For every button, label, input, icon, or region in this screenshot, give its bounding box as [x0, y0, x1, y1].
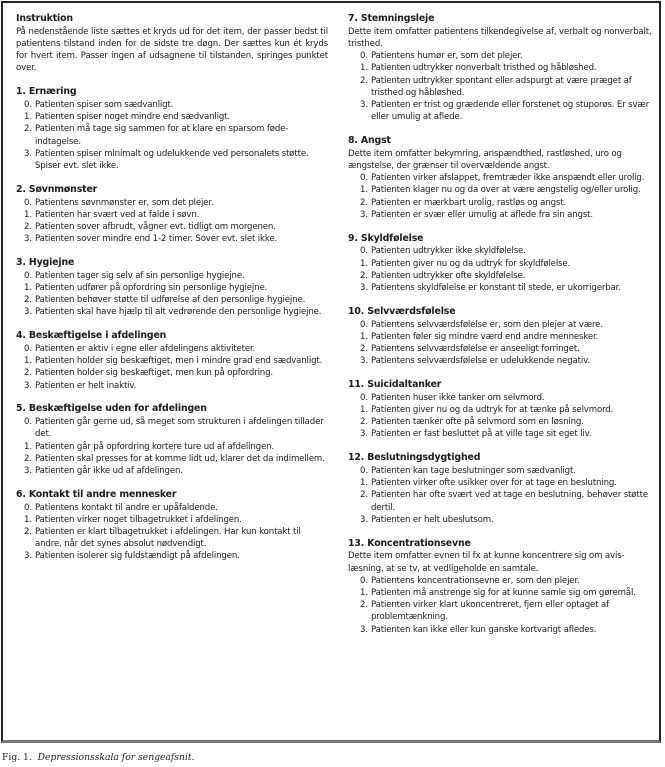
option-number: 2. [360, 197, 368, 208]
option-item [360, 477, 656, 489]
option-item [24, 99, 328, 111]
option-number: 0. [360, 51, 368, 62]
option-number: 0. [24, 417, 32, 428]
option-text: Patienten spiser minimalt og udelukkende ved personalets støtte. Spiser evt. slet ikke. [35, 148, 309, 172]
scale-item-section [348, 13, 656, 123]
option-number: 1. [360, 478, 368, 489]
option-item [360, 599, 656, 623]
figure-caption [2, 752, 195, 764]
section-title: 2. Søvnmønster [16, 183, 98, 195]
option-item [360, 587, 656, 599]
figure-label: Fig. 1. [2, 752, 32, 763]
option-number: 1. [24, 356, 32, 367]
option-number: 3. [24, 307, 32, 318]
option-item [360, 355, 656, 367]
section-description: Dette item omfatter evnen til fx at kunne koncentrere sig om avis-læsning, at se tv, at vedligeholde en samtale. [348, 551, 625, 574]
option-item [24, 550, 328, 562]
option-number: 1. [24, 209, 32, 220]
option-text: Patienten udfører på opfordring sin personlige hygiejne. [35, 283, 268, 294]
option-item [24, 416, 328, 440]
option-list [348, 392, 656, 441]
option-text: Patientens selvværdsfølelse er udelukkende negativ. [371, 356, 590, 367]
option-list [16, 270, 328, 319]
option-list [348, 319, 656, 368]
option-text: Patienten må tage sig sammen for at klare en sparsom føde-indtagelse. [35, 124, 289, 147]
option-number: 3. [360, 514, 368, 525]
option-text: Patienten går gerne ud, så meget som strukturen i afdelingen tillader det. [35, 417, 324, 440]
option-text: Patientens skyldfølelse er konstant til stede, er ukorrigerbar. [371, 283, 621, 294]
option-list [348, 245, 656, 294]
option-number: 3. [360, 624, 368, 635]
option-number: 1. [24, 283, 32, 294]
option-number: 1. [360, 588, 368, 599]
scale-item-section [348, 379, 656, 441]
option-item [24, 111, 328, 123]
option-number: 1. [24, 441, 32, 452]
option-item [360, 270, 656, 282]
option-text: Patienten udtrykker spontant eller adspurgt at være præget af tristhed og håbløshed. [371, 75, 632, 98]
option-text: Patienten går på opfordring kortere ture ud af afdelingen. [35, 441, 275, 452]
scale-item-section [16, 330, 328, 392]
option-item [24, 233, 328, 245]
option-item [24, 221, 328, 233]
option-text: Patienten udtrykker nonverbalt tristhed og håbløshed. [371, 63, 597, 74]
option-item [24, 441, 328, 453]
option-text: Patienten føler sig mindre værd end andre mennesker. [371, 331, 599, 342]
option-text: Patienten har ofte svært ved at tage en beslutning, behøver støtte dertil. [371, 490, 648, 513]
option-number: 3. [24, 148, 32, 159]
option-item [24, 514, 328, 526]
section-title: 9. Skyldfølelse [348, 232, 424, 244]
option-text: Patienten skal have hjælp til alt vedrørende den personlige hygiejne. [35, 307, 322, 318]
option-item [24, 526, 328, 550]
scale-item-section [348, 538, 656, 636]
option-number: 0. [360, 173, 368, 184]
option-number: 1. [360, 331, 368, 342]
option-item [360, 404, 656, 416]
option-list [348, 575, 656, 636]
option-item [24, 465, 328, 477]
option-text: Patienten behøver støtte til udførelse af den personlige hygiejne. [35, 295, 306, 306]
option-text: Patienten spiser som sædvanligt. [35, 100, 174, 110]
option-number: 2. [360, 344, 368, 355]
option-number: 0. [24, 344, 32, 355]
scale-item-section [348, 135, 656, 221]
option-number: 3. [24, 466, 32, 477]
scale-item-section [16, 257, 328, 319]
option-number: 2. [24, 124, 32, 135]
option-list [348, 465, 656, 526]
section-description: Dette item omfatter patientens tilkendegivelse af, verbalt og nonverbalt, tristhed. [348, 26, 652, 49]
option-number: 1. [24, 112, 32, 123]
scale-item-section [16, 184, 328, 246]
section-title: 10. Selvværdsfølelse [348, 305, 456, 317]
option-number: 0. [24, 270, 32, 281]
option-item [360, 282, 656, 294]
option-item [24, 453, 328, 465]
option-text: Patientens søvnmønster er, som det plejer. [35, 197, 214, 208]
option-text: Patienten er trist og grædende eller forstenet og stuporøs. Er svær eller umulig at aflede. [371, 100, 650, 123]
option-item [360, 258, 656, 270]
option-number: 3. [360, 356, 368, 367]
section-title: 12. Beslutningsdygtighed [348, 452, 481, 464]
option-list [348, 50, 656, 123]
option-list [348, 172, 656, 221]
option-item [24, 270, 328, 282]
section-title: 8. Angst [348, 135, 391, 147]
option-number: 0. [360, 392, 368, 403]
section-title: 11. Suicidaltanker [348, 379, 442, 391]
option-item [24, 380, 328, 392]
option-number: 0. [24, 197, 32, 208]
scale-item-section [16, 403, 328, 477]
option-list [16, 502, 328, 563]
option-item [360, 331, 656, 343]
option-item [24, 343, 328, 355]
option-number: 2. [24, 453, 32, 464]
section-title: 6. Kontakt til andre mennesker [16, 488, 177, 500]
section-title: 3. Hygiejne [16, 257, 75, 269]
option-text: Patienten udtrykker ikke skyldfølelse. [371, 246, 526, 257]
option-item [360, 465, 656, 477]
option-text: Patienten virker noget tilbagetrukket i afdelingen. [35, 514, 242, 525]
option-text: Patienten er klart tilbagetrukket i afdelingen. Har kun kontakt til andre, når det synes absolut nødvendigt. [35, 527, 301, 550]
option-item [360, 343, 656, 355]
option-text: Patientens koncentrationsevne er, som den plejer. [371, 575, 580, 586]
section-description: Dette item omfatter bekymring, anspændthed, rastløshed, uro og ængstelse, der grænser til overvældende angst. [348, 148, 622, 172]
option-text: Patienten spiser noget mindre end sædvanligt. [35, 112, 230, 123]
option-item [24, 148, 328, 172]
option-text: Patienten klager nu og da over at være ængstelig og/eller urolig. [371, 185, 641, 196]
option-list [16, 343, 328, 392]
option-number: 0. [360, 319, 368, 330]
option-item [360, 624, 656, 636]
option-list [16, 416, 328, 477]
instruction-text: På nedenstående liste sættes et kryds ud for det item, der passer bedst til patientens tilstand inden for de sidste tre døgn. Der sættes kun ét kryds for hvert item. Passer ingen af udsagnene til tilstanden, springes punktet over. [16, 26, 328, 74]
option-text: Patienten skal presses for at komme lidt ud, klarer det da indimellem. [35, 453, 325, 464]
option-item [24, 197, 328, 209]
option-item [24, 209, 328, 221]
option-number: 1. [360, 185, 368, 196]
option-number: 2. [360, 600, 368, 611]
option-text: Patienten sover mindre end 1-2 timer. Sover evt. slet ikke. [35, 234, 278, 245]
option-item [360, 50, 656, 62]
option-item [360, 416, 656, 428]
option-number: 2. [24, 527, 32, 538]
option-item [360, 319, 656, 331]
option-text: Patienten virker afslappet, fremtræder ikke anspændt eller urolig. [371, 173, 645, 184]
option-number: 0. [24, 100, 32, 110]
option-text: Patienten kan tage beslutninger som sædvanligt. [371, 466, 576, 477]
option-list [16, 99, 328, 172]
option-number: 0. [24, 502, 32, 513]
option-text: Patienten isolerer sig fuldstændigt på afdelingen. [35, 551, 240, 562]
figure-title: Depressionsskala for sengeafsnit. [37, 752, 195, 763]
option-item [24, 367, 328, 379]
option-number: 2. [360, 490, 368, 501]
option-item [360, 428, 656, 440]
option-text: Patienten er fast besluttet på at ville tage sit eget liv. [371, 429, 592, 440]
section-title: 5. Beskæftigelse uden for afdelingen [16, 403, 207, 415]
option-text: Patientens kontakt til andre er upåfaldende. [35, 502, 218, 513]
option-item [360, 99, 656, 123]
scale-item-section [16, 86, 328, 172]
option-number: 2. [24, 222, 32, 233]
option-text: Patienten huser ikke tanker om selvmord. [371, 392, 545, 403]
option-list [16, 197, 328, 246]
option-item [360, 245, 656, 257]
option-item [24, 355, 328, 367]
option-text: Patienten er svær eller umulig at aflede fra sin angst. [371, 209, 593, 220]
option-text: Patienten har svært ved at falde i søvn. [35, 209, 200, 220]
option-item [24, 294, 328, 306]
section-title: 13. Koncentrationsevne [348, 537, 471, 549]
option-number: 2. [24, 368, 32, 379]
option-number: 2. [360, 270, 368, 281]
option-number: 1. [360, 63, 368, 74]
option-item [360, 514, 656, 526]
option-text: Patientens humør er, som det plejer. [371, 51, 523, 62]
option-item [24, 123, 328, 147]
option-text: Patienten sover afbrudt, vågner evt. tidligt om morgenen. [35, 222, 276, 233]
option-text: Patienten tænker ofte på selvmord som en løsning. [371, 417, 584, 428]
option-item [360, 172, 656, 184]
option-text: Patienten holder sig beskæftiget, men kun på opfordring. [35, 368, 273, 379]
option-item [360, 75, 656, 99]
option-text: Patienten er aktiv i egne eller afdelingens aktiviteter. [35, 344, 256, 355]
option-number: 2. [360, 417, 368, 428]
option-text: Patientens selvværdsfølelse er, som den plejer at være. [371, 319, 603, 330]
option-number: 3. [24, 551, 32, 562]
section-title: 7. Stemningsleje [348, 13, 435, 24]
option-number: 3. [360, 209, 368, 220]
section-title: 4. Beskæftigelse i afdelingen [16, 330, 167, 342]
option-number: 2. [360, 75, 368, 86]
option-item [360, 575, 656, 587]
scale-item-section [348, 452, 656, 526]
option-text: Patienten går ikke ud af afdelingen. [35, 466, 183, 477]
option-text: Patienten er mærkbart urolig, rastløs og angst. [371, 197, 566, 208]
option-text: Patienten kan ikke eller kun ganske kortvarigt afledes. [371, 624, 597, 635]
option-number: 1. [24, 514, 32, 525]
scale-form-box [1, 1, 661, 743]
scale-item-section [348, 233, 656, 295]
option-text: Patienten er helt ubeslutsom. [371, 514, 494, 525]
option-number: 3. [24, 380, 32, 391]
option-text: Patienten giver nu og da udtryk for skyldfølelse. [371, 258, 571, 269]
option-item [24, 306, 328, 318]
option-item [360, 184, 656, 196]
option-text: Patienten tager sig selv af sin personlige hygiejne. [35, 270, 245, 281]
option-text: Patienten virker ofte usikker over for at tage en beslutning. [371, 478, 617, 489]
option-number: 3. [360, 100, 368, 111]
option-text: Patienten virker klart ukoncentreret, fjern eller optaget af problemtænkning. [371, 600, 609, 623]
option-text: Patienten holder sig beskæftiget, men i mindre grad end sædvanligt. [35, 356, 323, 367]
instruction-section [16, 13, 328, 75]
option-number: 0. [360, 246, 368, 257]
option-item [360, 489, 656, 513]
option-number: 1. [360, 405, 368, 416]
left-column [16, 13, 328, 574]
option-number: 1. [360, 258, 368, 269]
option-number: 0. [360, 575, 368, 586]
option-number: 3. [360, 283, 368, 294]
option-number: 3. [24, 234, 32, 245]
option-item [360, 197, 656, 209]
option-item [360, 62, 656, 74]
option-item [360, 392, 656, 404]
option-text: Patientens selvværdsfølelse er anseeligt forringet. [371, 344, 580, 355]
scale-item-section [16, 489, 328, 563]
option-number: 2. [24, 295, 32, 306]
option-number: 3. [360, 429, 368, 440]
option-number: 0. [360, 466, 368, 477]
option-text: Patienten er helt inaktiv. [35, 380, 137, 391]
section-title: 1. Ernæring [16, 86, 77, 98]
option-text: Patienten udtrykker ofte skyldfølelse. [371, 270, 526, 281]
option-item [24, 502, 328, 514]
option-item [360, 209, 656, 221]
option-item [24, 282, 328, 294]
right-column [348, 13, 656, 647]
instruction-title: Instruktion [16, 13, 73, 24]
option-text: Patienten må anstrenge sig for at kunne samle sig om gøremål. [371, 588, 636, 599]
option-text: Patienten giver nu og da udtryk for at tænke på selvmord. [371, 405, 614, 416]
scale-item-section [348, 306, 656, 368]
